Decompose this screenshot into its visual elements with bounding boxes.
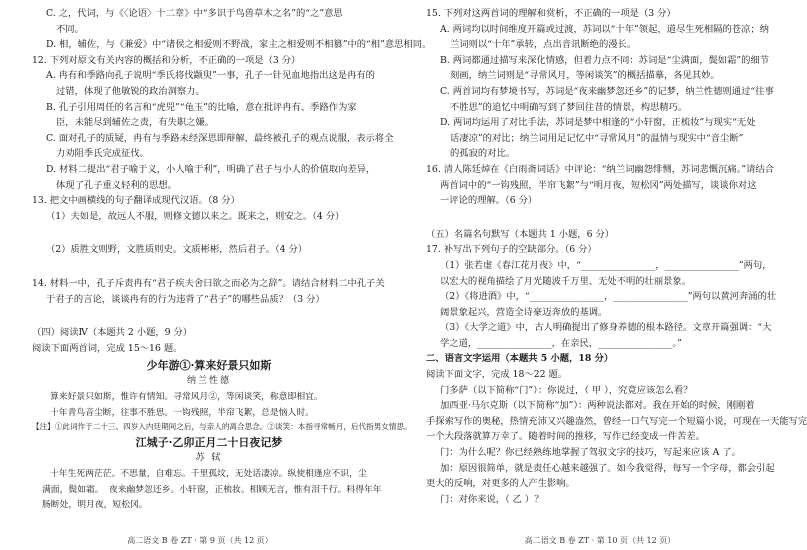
poem-line: 十年生死两茫茫。不思量，自难忘。千里孤坟，无处话凄凉。纵使相逢应不识，尘 bbox=[50, 469, 367, 480]
poem-author: 纳兰性德 bbox=[186, 376, 231, 387]
text-line: 话凄凉”的对比；纳兰词用足记忆中“寻常风月”的温情与现实中“音尘断” bbox=[450, 132, 744, 144]
instruction: 阅读下面两首词，完成 15～16 题。 bbox=[32, 342, 183, 354]
page-footer: 高二语文 B 卷 ZT · 第 10 页（共 12 页） bbox=[524, 536, 676, 545]
text-line: 一评论的理解。（6 分） bbox=[440, 195, 538, 207]
text-line: 加西亚·马尔克斯（以下简称“加”）：两种说法都对。我在开始的时候，刚刚着 bbox=[440, 400, 755, 412]
text-line: D. 材料二提出“君子喻于义，小人喻于利”，明确了君子与小人的价值取向差异， bbox=[46, 163, 376, 175]
poem-line: 肠断处，明月夜，短松冈。 bbox=[42, 500, 148, 511]
text-line: （3）《大学之道》中，古人明确提出了修身养德的根本路径。文章开篇强调：“大 bbox=[440, 322, 772, 334]
text-line: D. 相，辅佐，与《兼爱》中“诸侯之相爱则不野战，家主之相爱则不相篡”中的“相”意思相同。 bbox=[46, 39, 432, 51]
instruction: 阅读下面文字，完成 18～22 题。 bbox=[426, 369, 568, 381]
footnote: 【注】①此词作于二十三、四岁入内廷期间之后，与亲人的离合思念。②谈笑：本指寻常畅月，后代指男女情思。 bbox=[32, 422, 412, 432]
text-line: C. 面对孔子的质疑，冉有与季路未经深思即辩解，最终被孔子的观点说服，表示将全 bbox=[46, 132, 394, 144]
question-16: 16. 清人陈廷焯在《白雨斋词话》中评论：“纳兰词幽怨悱恻，苏词悲慨沉痛。”请结合 bbox=[426, 163, 774, 175]
question-17: 17. 补写出下列句子的空缺部分。（6 分） bbox=[426, 244, 597, 256]
text-line: 体现了孔子重义轻利的思想。 bbox=[56, 179, 177, 191]
poem-title: 江城子·乙卯正月二十日夜记梦 bbox=[135, 436, 283, 450]
text-line: B. 孔子引用周任的名言和“虎兕”“龟玉”的比喻，意在批评冉有、季路作为家 bbox=[46, 101, 357, 113]
text-line: B. 两词都通过描写来深化情感，但着力点不同：苏词是“尘满面，鬓如霜”的细节 bbox=[440, 54, 770, 66]
text-line: （1）夫如是，故远人不服，则修文德以来之。既来之，则安之。（4 分） bbox=[46, 210, 345, 222]
text-line: 臣，未能尽到辅佐之责，有失职之嫌。 bbox=[56, 117, 215, 129]
section-heading: （五）名篇名句默写（本题共 1 小题，6 分） bbox=[426, 228, 615, 240]
section-heading: 二、语言文字运用（本题共 5 小题，18 分） bbox=[426, 353, 614, 365]
text-line: 更大的反响，对更多的人产生影响。 bbox=[426, 478, 575, 490]
section-heading: （四）阅读Ⅳ（本题共 2 小题，9 分） bbox=[32, 327, 193, 339]
text-line: 门多萨（以下简称“门”）：你说过，（ 甲 ），究竟应该怎么看？ bbox=[440, 384, 693, 396]
poem-line: 十年青鸟音尘断，往事不胜思。一钩残照，半帘飞絮，总是恼人时。 bbox=[50, 407, 314, 418]
text-line: 力劝阻季氏完成征伐。 bbox=[56, 148, 149, 160]
text-line: 不胜思”的追忆中明确写到了梦回往昔的情景，构思精巧。 bbox=[450, 101, 688, 113]
text-line: 于君子的言论，谈谈冉有的行为违背了“君子”的哪些品质？（3 分） bbox=[46, 293, 325, 305]
text-line: （2）《将进酒》中，“________________，________________”两句以黄河奔涌的壮 bbox=[440, 291, 777, 303]
text-line: C. 两首词均有梦境书写，苏词是“夜来幽梦忽还乡”的记梦，纳兰性德则通过“往事 bbox=[440, 85, 774, 97]
text-line: 加：原因很简单，就是责任心越来越强了。如今我觉得，每写一个字母，都会引起 bbox=[440, 462, 775, 474]
text-line: 的孤寂的对比。 bbox=[450, 148, 516, 160]
text-line: C. 之，代词，与《〈论语〉十二章》中“多识于鸟兽草木之名”的“之”意思 bbox=[46, 8, 343, 19]
poem-title: 少年游①·算来好景只如斯 bbox=[146, 359, 272, 373]
text-line: 门：为什么呢？你已经熟练地掌握了驾驭文字的技巧，写起来应该 A 了。 bbox=[440, 447, 741, 459]
text-line: D. 两词均运用了对比手法，苏词是梦中相逢的“小轩窗，正梳妆”与现实“无处 bbox=[440, 117, 756, 129]
page-footer: 高二语文 B 卷 ZT · 第 9 页（共 12 页） bbox=[127, 536, 273, 545]
text-line: 门：对你来说，（ 乙 ）？ bbox=[440, 493, 544, 505]
text-line: （1）张若虚《春江花月夜》中，“________________，________________”两句， bbox=[440, 259, 772, 271]
text-line: A. 冉有和季路向孔子说明“季氏将伐颛臾”一事，孔子一针见血地指出这是冉有的 bbox=[46, 70, 375, 82]
text-line: 兰词则以“十年”承转，点出音讯断绝的漫长。 bbox=[450, 39, 637, 51]
poem-line: 满面，鬓如霜。 夜来幽梦忽还乡。小轩窗，正梳妆。相顾无言，惟有泪千行。料得年年 bbox=[42, 484, 382, 495]
poem-line: 算来好景只如斯，惟许有情知。寻常风月②，等闲谈笑，称意即相宜。 bbox=[50, 392, 323, 403]
question-14: 14. 材料一中，孔子斥责冉有“君子疾夫舍曰欲之而必为之辞”。请结合材料二中孔子关 bbox=[32, 277, 385, 289]
poem-author: 苏 轼 bbox=[195, 453, 223, 464]
text-line: 学之道，________________，在亲民，________________。” bbox=[440, 337, 682, 349]
text-line: 两首词中的“一钩残照，半帘飞絮”与“明月夜，短松冈”两处描写，谈谈你对这 bbox=[440, 179, 757, 191]
text-line: 过错，体现了他敏锐的政治洞察力。 bbox=[56, 85, 205, 97]
question-12: 12. 下列对原文有关内容的概括和分析，不正确的一项是（3 分） bbox=[32, 54, 301, 66]
text-line: 一个大段落就算万幸了。随着时间的推移，写作已经变成一件苦差。 bbox=[426, 431, 705, 443]
text-line: 手探索写作的奥秘，热情充沛又兴趣盎然，曾经一口气写完一个短篇小说，可现在一天能写完 bbox=[426, 415, 807, 427]
text-line: 以宏大的视角描绘了月光随波千万里、无处不明的壮丽景象。 bbox=[440, 275, 692, 287]
right-page bbox=[400, 0, 807, 550]
text-line: 不同。 bbox=[56, 23, 84, 35]
text-line: 刻画，纳兰词则是“寻常风月，等闲谈笑”的概括描摹，各见其妙。 bbox=[450, 70, 720, 82]
text-line: 阔景象起兴，营造全诗豪迈奔放的基调。 bbox=[440, 306, 608, 318]
question-15: 15. 下列对这两首词的理解和赏析，不正确的一项是（3 分） bbox=[426, 8, 676, 19]
text-line: A. 两词均以时间维度开篇或过渡，苏词以“十年”领起，道尽生死相隔的苍凉；纳 bbox=[440, 23, 769, 35]
question-13: 13. 把文中画横线的句子翻译成现代汉语。（8 分） bbox=[32, 195, 240, 207]
text-line: （2）质胜文则野，文胜质则史。文质彬彬，然后君子。（4 分） bbox=[46, 244, 308, 256]
